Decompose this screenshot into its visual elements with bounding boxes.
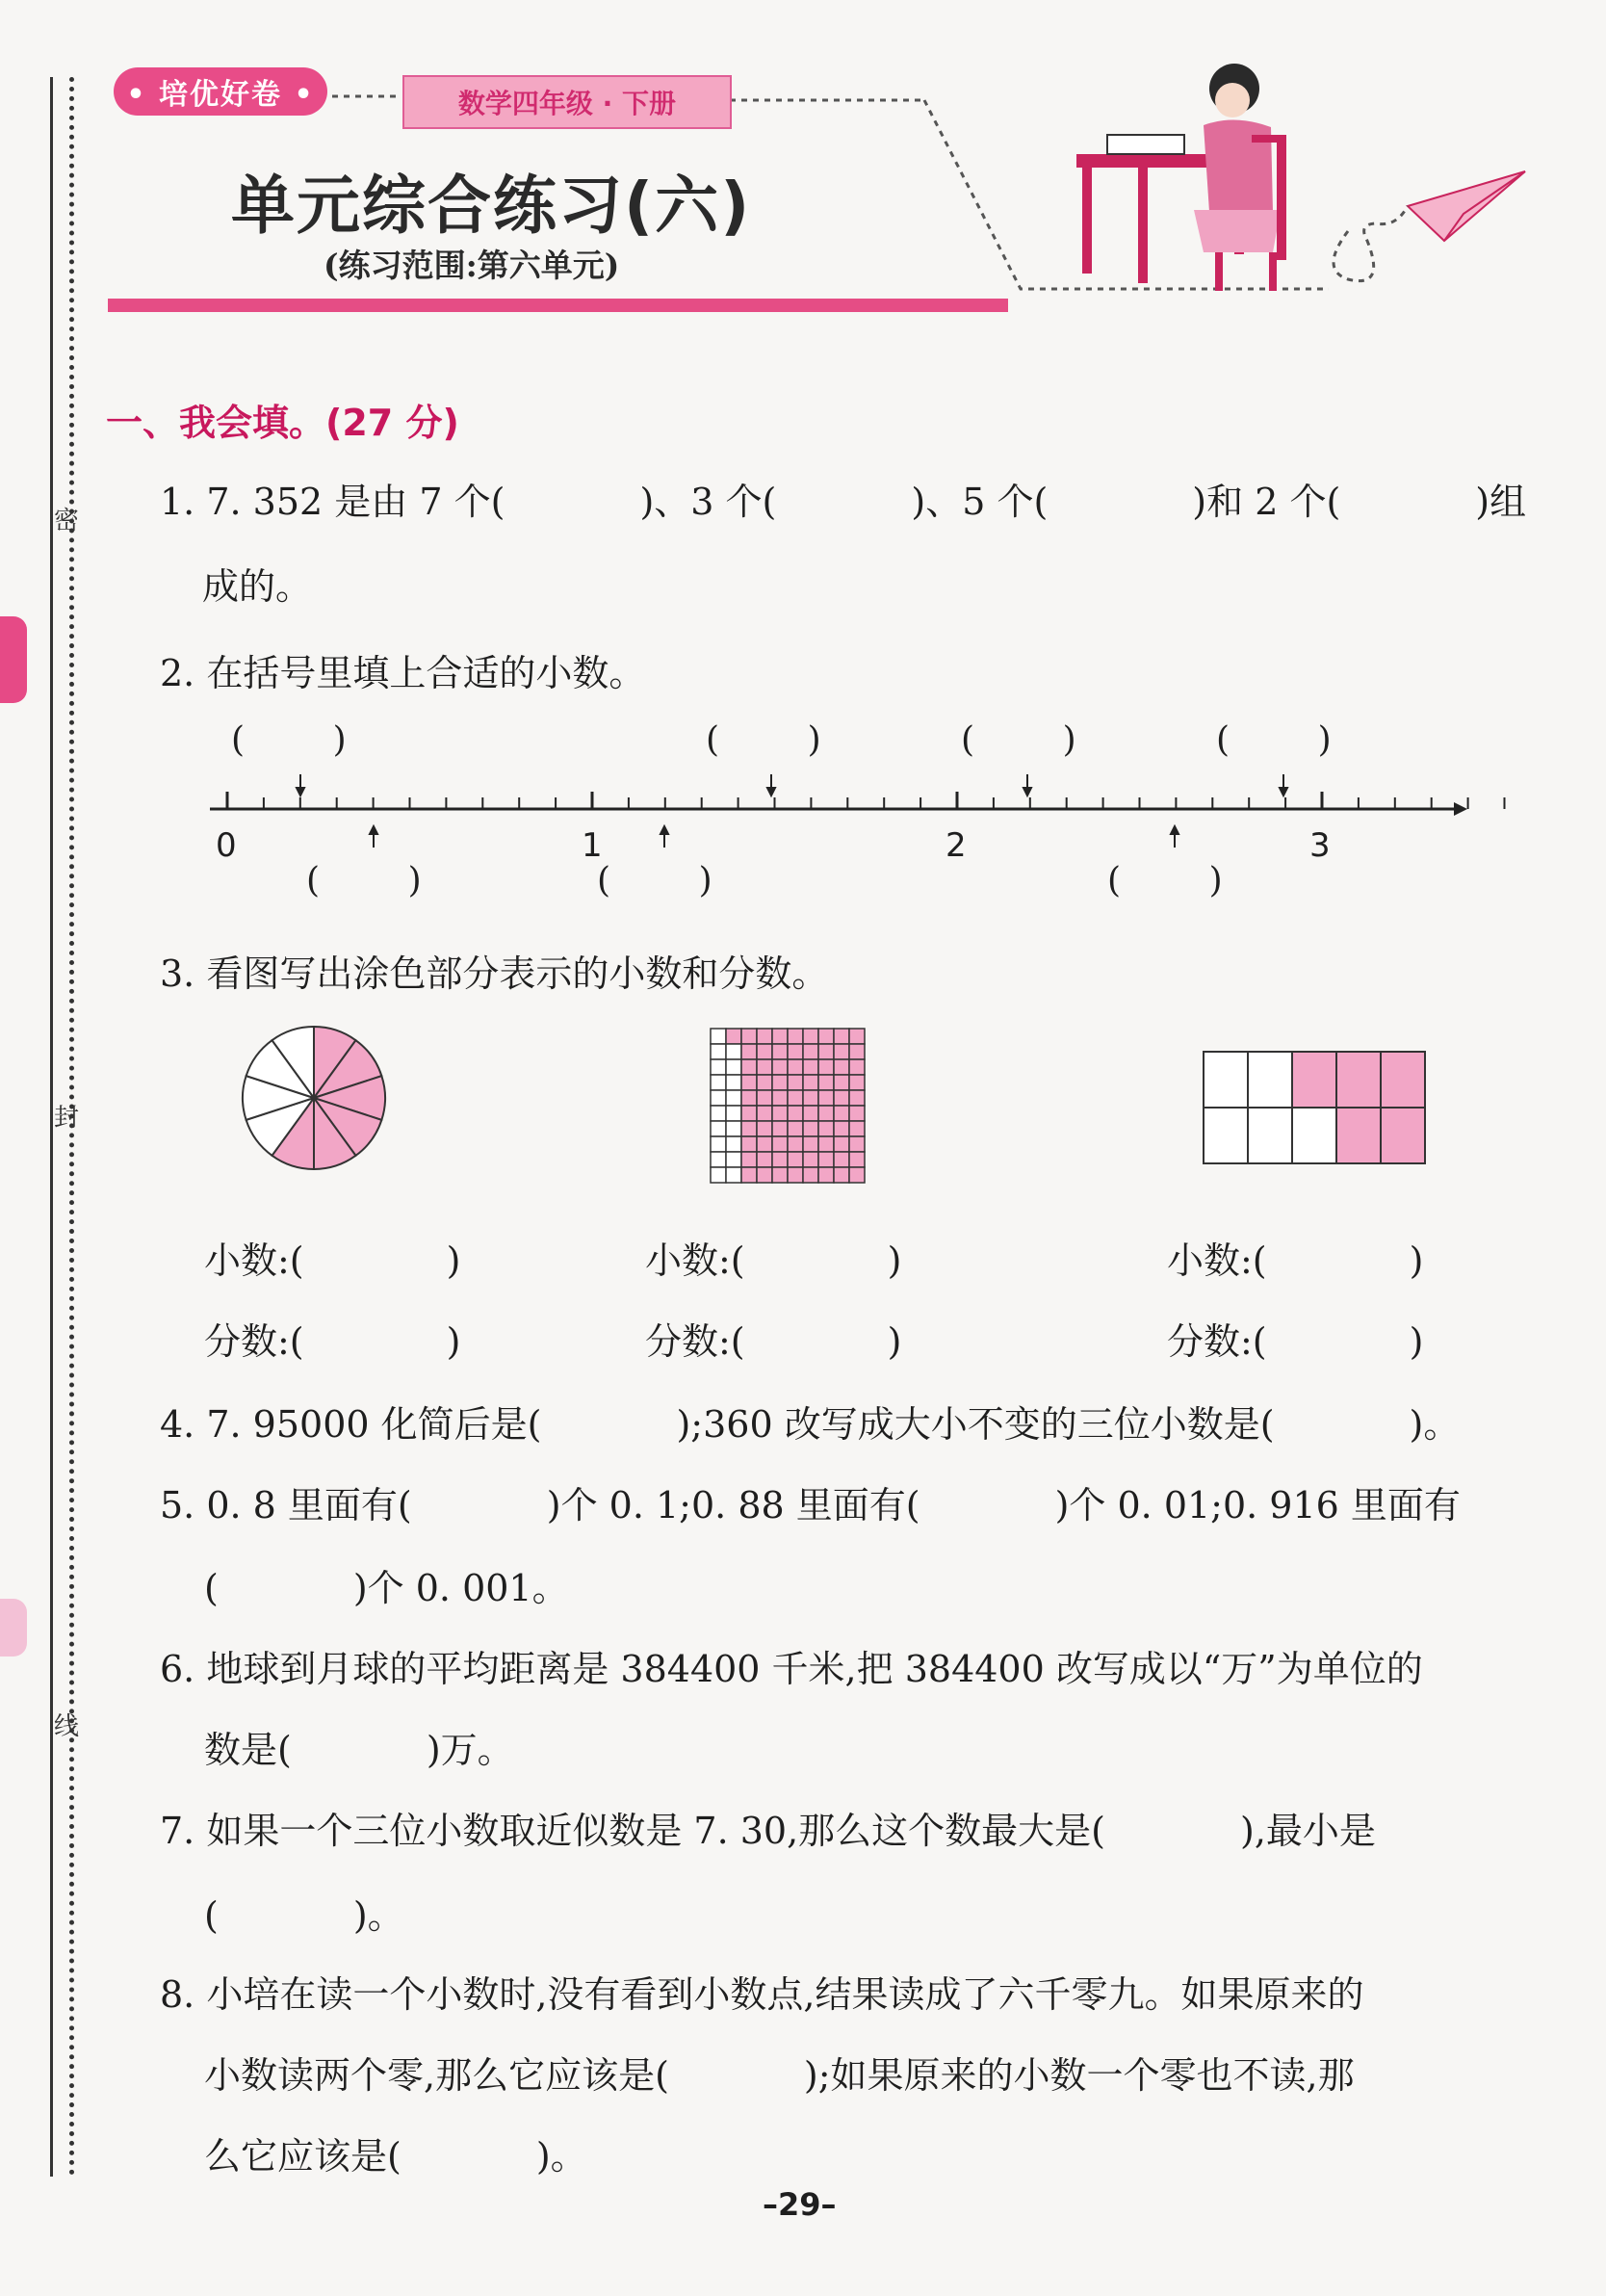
q2-blank-bottom-3[interactable]: ( ): [1107, 861, 1223, 900]
rect-cell: [1248, 1052, 1292, 1108]
grid-cell: [803, 1167, 818, 1183]
binding-char-envelope: 封: [54, 1104, 80, 1133]
grid-cell: [757, 1121, 772, 1136]
q2-blank-top-3[interactable]: ( ): [961, 720, 1076, 760]
q5-text-a: 5. 0. 8 里面有(: [160, 1484, 412, 1526]
q3-col2-fraction: [645, 1312, 901, 1365]
grid-cell: [757, 1152, 772, 1167]
grid-cell: [726, 1106, 741, 1121]
q2-blank-bottom-1[interactable]: ( ): [306, 861, 422, 900]
grid-cell: [803, 1090, 818, 1106]
grid-cell: [818, 1059, 834, 1075]
q3-col1-decimal: [204, 1231, 460, 1284]
q3-col3-decimal: [1167, 1231, 1423, 1284]
q3-decimal-label-1: 小数:(: [204, 1239, 304, 1282]
tick-label-1: 1: [582, 826, 603, 865]
grid-cell: [803, 1152, 818, 1167]
grid-cell: [834, 1136, 849, 1152]
q1-text-d: )和 2 个(: [1192, 481, 1341, 523]
q8-line2: [204, 2046, 1355, 2099]
grid-cell: [788, 1136, 803, 1152]
rect-cell: [1336, 1052, 1381, 1108]
grid-cell: [711, 1167, 726, 1183]
q5-text-d: (: [204, 1567, 219, 1609]
grid-cell: [803, 1121, 818, 1136]
grid-cell: [757, 1136, 772, 1152]
q3-fraction-label-3: 分数:(: [1167, 1320, 1267, 1363]
q8-text-b: );如果原来的小数一个零也不读,那: [803, 2054, 1355, 2097]
q4-text-c: )。: [1409, 1403, 1461, 1446]
q5-text-c: )个 0. 01;0. 916 里面有: [1054, 1484, 1461, 1526]
grid-cell: [741, 1167, 757, 1183]
number-line-ticks: [227, 792, 1505, 809]
grid-cell: [834, 1059, 849, 1075]
q7-text-d: )。: [352, 1894, 404, 1937]
grid-cell: [818, 1121, 834, 1136]
grid-cell: [849, 1136, 865, 1152]
grid-cell: [803, 1075, 818, 1090]
q7-text-a: 7. 如果一个三位小数取近似数是 7. 30,那么这个数最大是(: [160, 1810, 1106, 1852]
grid-cell: [788, 1121, 803, 1136]
q2-blank-top-4[interactable]: ( ): [1216, 720, 1332, 760]
q3-stem: 3. 看图写出涂色部分表示的小数和分数。: [160, 952, 829, 995]
q4-text-a: 4. 7. 95000 化简后是(: [160, 1403, 542, 1446]
grid-cell: [741, 1090, 757, 1106]
grid-cell: [757, 1090, 772, 1106]
grid-cell: [818, 1029, 834, 1044]
grid-cell: [803, 1059, 818, 1075]
grid-cell: [818, 1044, 834, 1059]
grid-cell: [803, 1136, 818, 1152]
grid-cell: [757, 1106, 772, 1121]
grade-tab: 数学四年级 · 下册: [402, 75, 732, 129]
grid-cell: [818, 1136, 834, 1152]
grid-cell: [757, 1029, 772, 1044]
grid-cell: [741, 1152, 757, 1167]
q3-fraction-label-1: 分数:(: [204, 1320, 304, 1363]
grid-cell: [788, 1029, 803, 1044]
grid-cell: [788, 1090, 803, 1106]
q1-line2: 成的。: [202, 565, 313, 608]
q3-decimal-label-3: 小数:(: [1167, 1239, 1267, 1282]
q3-figures: [0, 1011, 1606, 1194]
page-number: –29–: [763, 2186, 837, 2223]
binding-char-line: 线: [54, 1712, 80, 1741]
q3-close-5: ): [1409, 1239, 1424, 1282]
q2-stem: 2. 在括号里填上合适的小数。: [160, 652, 646, 694]
circle-figure: [243, 1027, 385, 1169]
grid-cell: [803, 1029, 818, 1044]
grid-cell: [834, 1152, 849, 1167]
rect-cell: [1381, 1108, 1425, 1163]
tick-label-2: 2: [945, 826, 967, 865]
grid-cell: [772, 1152, 788, 1167]
q6-text-a: 数是(: [204, 1729, 292, 1771]
q3-close-4: ): [887, 1320, 902, 1363]
grid-cell: [818, 1075, 834, 1090]
q7-line2: [204, 1886, 404, 1939]
q1-text-e: )组: [1475, 481, 1527, 523]
page-title: 单元综合练习(六): [231, 169, 752, 243]
q5-line1: [160, 1475, 1461, 1528]
q3-col2-decimal: [645, 1231, 901, 1284]
grid-cell: [772, 1106, 788, 1121]
q3-fraction-label-2: 分数:(: [645, 1320, 745, 1363]
grid-cell: [741, 1059, 757, 1075]
q6-line1: 6. 地球到月球的平均距离是 384400 千米,把 384400 改写成以“万”为单位的: [160, 1648, 1423, 1690]
section-heading: 一、我会填。(27 分): [106, 402, 459, 444]
grid-cell: [834, 1121, 849, 1136]
grid-figure: [711, 1029, 865, 1183]
grid-cell: [788, 1152, 803, 1167]
q3-close-1: ): [446, 1239, 461, 1282]
grid-cell: [834, 1029, 849, 1044]
q6-text-b: )万。: [426, 1729, 514, 1771]
grid-cell: [711, 1059, 726, 1075]
q5-text-e: )个 0. 001。: [352, 1567, 569, 1609]
grid-cell: [726, 1075, 741, 1090]
page-subtitle: (练习范围:第六单元): [324, 247, 620, 284]
grid-cell: [757, 1167, 772, 1183]
q8-line1: 8. 小培在读一个小数时,没有看到小数点,结果读成了六千零九。如果原来的: [160, 1973, 1364, 2016]
rect-cell: [1248, 1108, 1292, 1163]
grid-cell: [741, 1106, 757, 1121]
tick-label-0: 0: [216, 826, 237, 865]
grid-cell: [849, 1029, 865, 1044]
grid-cell: [741, 1029, 757, 1044]
grid-cell: [772, 1121, 788, 1136]
rect-cell: [1204, 1052, 1248, 1108]
tick-label-3: 3: [1309, 826, 1331, 865]
grid-cell: [834, 1075, 849, 1090]
grid-cell: [772, 1136, 788, 1152]
grid-cell: [849, 1075, 865, 1090]
down-arrows: [297, 774, 1287, 796]
q4-text-b: );360 改写成大小不变的三位小数是(: [676, 1403, 1275, 1446]
q1-text-b: )、3 个(: [639, 481, 777, 523]
rect-cell: [1292, 1108, 1336, 1163]
grid-cell: [726, 1136, 741, 1152]
grid-cell: [711, 1075, 726, 1090]
q8-text-a: 小数读两个零,那么它应该是(: [204, 2054, 669, 2097]
grid-cell: [818, 1167, 834, 1183]
rect-figure: [1204, 1052, 1425, 1163]
grid-cell: [818, 1090, 834, 1106]
grid-cell: [788, 1059, 803, 1075]
grid-cell: [849, 1121, 865, 1136]
rect-cell: [1336, 1108, 1381, 1163]
number-line: [0, 751, 1606, 886]
grid-cell: [757, 1059, 772, 1075]
grid-cell: [849, 1090, 865, 1106]
grid-cell: [757, 1044, 772, 1059]
q6-line2: [204, 1720, 514, 1773]
q1-text-a: 1. 7. 352 是由 7 个(: [160, 481, 505, 523]
q8-line3: [204, 2126, 587, 2179]
grid-cell: [788, 1106, 803, 1121]
grid-cell: [711, 1029, 726, 1044]
grid-cell: [772, 1059, 788, 1075]
grid-cell: [711, 1136, 726, 1152]
q1-text-c: )、5 个(: [911, 481, 1049, 523]
grid-cell: [834, 1106, 849, 1121]
q7-line1: [160, 1801, 1376, 1854]
grid-cell: [741, 1044, 757, 1059]
grid-cell: [788, 1044, 803, 1059]
grid-cell: [711, 1152, 726, 1167]
rect-cell: [1292, 1052, 1336, 1108]
grid-cell: [834, 1044, 849, 1059]
q3-col3-fraction: [1167, 1312, 1423, 1365]
grid-cell: [849, 1152, 865, 1167]
q2-blank-top-2[interactable]: ( ): [706, 720, 821, 760]
grid-cell: [772, 1090, 788, 1106]
series-badge: • 培优好卷 •: [114, 67, 327, 116]
grid-cell: [772, 1167, 788, 1183]
q4-line: [160, 1395, 1460, 1448]
q3-col1-fraction: [204, 1312, 460, 1365]
grid-cell: [788, 1075, 803, 1090]
grid-cell: [741, 1075, 757, 1090]
grid-cell: [741, 1121, 757, 1136]
grid-cell: [772, 1029, 788, 1044]
grid-cell: [711, 1106, 726, 1121]
grid-cell: [834, 1090, 849, 1106]
q7-text-b: ),最小是: [1240, 1810, 1376, 1852]
q1-line1: [160, 472, 1526, 525]
grid-cell: [834, 1167, 849, 1183]
q5-text-b: )个 0. 1;0. 88 里面有(: [546, 1484, 920, 1526]
binding-char-seal: 密: [54, 507, 80, 535]
q5-line2: [204, 1558, 569, 1611]
q3-close-2: ): [446, 1320, 461, 1363]
grid-cell: [726, 1059, 741, 1075]
grid-cell: [711, 1044, 726, 1059]
q3-decimal-label-2: 小数:(: [645, 1239, 745, 1282]
q3-close-3: ): [887, 1239, 902, 1282]
side-pink-mark-2: [0, 1599, 27, 1657]
up-arrows: [370, 826, 1179, 848]
q3-close-6: ): [1409, 1320, 1424, 1363]
grid-cell: [726, 1167, 741, 1183]
grid-cell: [849, 1106, 865, 1121]
q8-text-c: 么它应该是(: [204, 2135, 402, 2178]
grid-cell: [818, 1152, 834, 1167]
grid-cell: [726, 1029, 741, 1044]
grid-cell: [711, 1090, 726, 1106]
grid-cell: [849, 1167, 865, 1183]
grid-cell: [849, 1059, 865, 1075]
grid-cell: [726, 1044, 741, 1059]
q2-blank-top-1[interactable]: ( ): [231, 720, 347, 760]
grid-cell: [803, 1044, 818, 1059]
q2-blank-bottom-2[interactable]: ( ): [597, 861, 712, 900]
grid-cell: [803, 1106, 818, 1121]
q7-text-c: (: [204, 1894, 219, 1937]
grid-cell: [772, 1044, 788, 1059]
rect-cell: [1381, 1052, 1425, 1108]
grid-cell: [726, 1121, 741, 1136]
grid-cell: [741, 1136, 757, 1152]
q8-text-d: )。: [535, 2135, 587, 2178]
grid-cell: [849, 1044, 865, 1059]
grid-cell: [818, 1106, 834, 1121]
grid-cell: [772, 1075, 788, 1090]
grid-cell: [788, 1167, 803, 1183]
side-pink-mark: [0, 616, 27, 703]
grid-cell: [726, 1152, 741, 1167]
rect-cell: [1204, 1108, 1248, 1163]
grid-cell: [711, 1121, 726, 1136]
grid-cell: [726, 1090, 741, 1106]
grid-cell: [757, 1075, 772, 1090]
